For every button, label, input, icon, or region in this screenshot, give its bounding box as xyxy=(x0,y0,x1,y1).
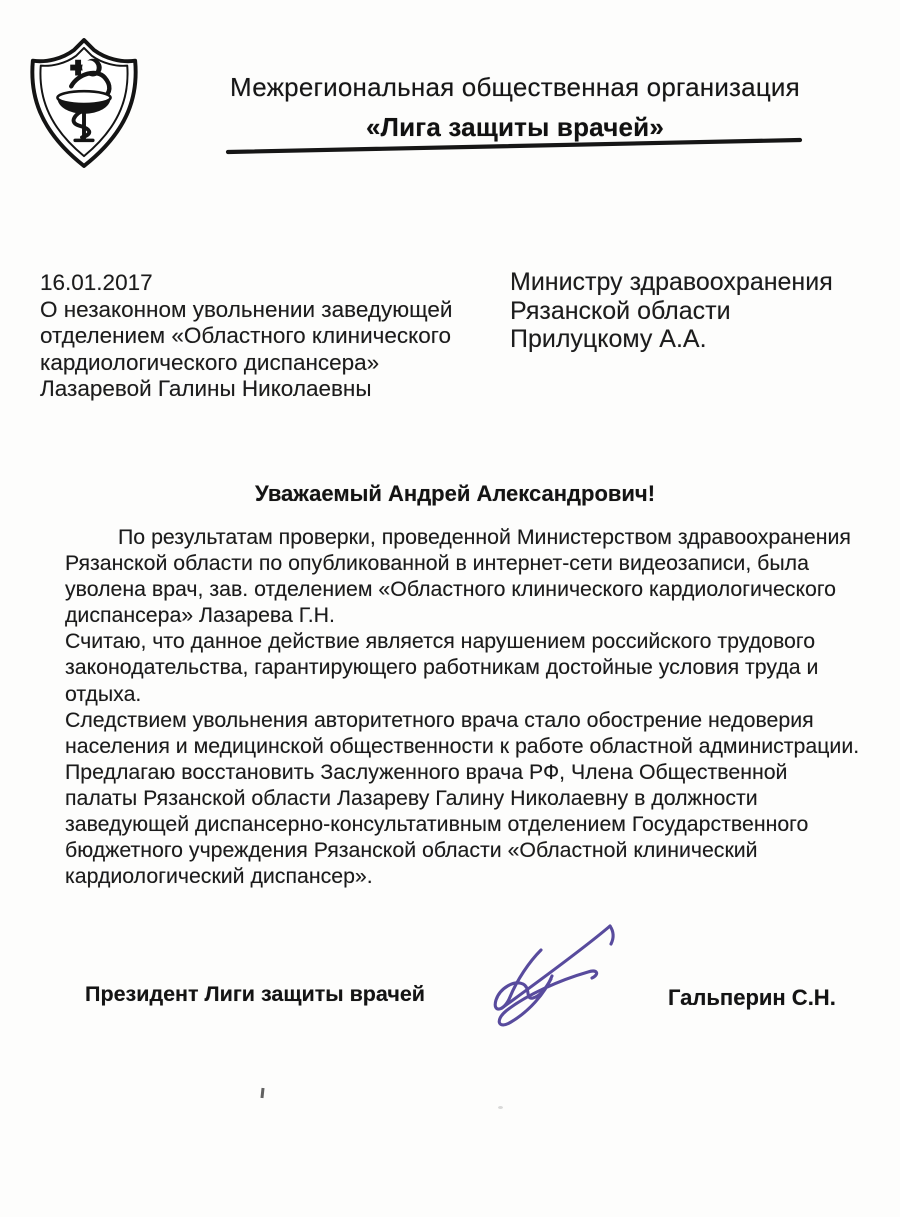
addressee-block xyxy=(510,268,870,354)
addressee-line: Рязанской области xyxy=(510,296,731,325)
body-line: заведующей диспансерно-консультативным отделением Государственного xyxy=(65,812,809,837)
signer-title: Президент Лиги защиты врачей xyxy=(85,982,426,1006)
body-line: отдыха. xyxy=(65,681,142,706)
body-line: населения и медицинской общественности к работе областной администрации. xyxy=(65,733,860,758)
scan-artifact-speck xyxy=(498,1106,503,1109)
subject-line: кардиологического диспансера» xyxy=(40,349,380,375)
addressee-line: Министру здравоохранения xyxy=(510,268,833,296)
body-line: По результатам проверки, проведенной Министерством здравоохранения xyxy=(118,525,851,549)
body-line: бюджетного учреждения Рязанской области «Областной клинический xyxy=(65,838,758,863)
body-line: диспансера» Лазарева Г.Н. xyxy=(65,603,335,628)
reference-block xyxy=(40,270,480,403)
subject-line: отделением «Областного клинического xyxy=(40,323,451,348)
body-line: Считаю, что данное действие является нарушением российского трудового xyxy=(65,629,816,654)
body-line: Рязанской области по опубликованной в интернет-сети видеозаписи, была xyxy=(65,551,809,576)
body-line: уволена врач, зав. отделением «Областного клинического кардиологического xyxy=(65,577,837,602)
scan-artifact-tick xyxy=(260,1088,264,1098)
org-name-line: «Лига защиты врачей» xyxy=(366,112,664,142)
body-line: палаты Рязанской области Лазареву Галину Николаевну в должности xyxy=(65,785,758,810)
org-type-line: Межрегиональная общественная организация xyxy=(230,72,800,102)
letter-body xyxy=(65,524,880,889)
subject-line: О незаконном увольнении заведующей xyxy=(40,296,453,322)
letterhead-divider-rule xyxy=(222,130,807,160)
signer-name: Гальперин С.Н. xyxy=(668,985,836,1010)
salutation: Уважаемый Андрей Александрович! xyxy=(254,481,656,506)
handwritten-signature xyxy=(440,888,660,1070)
body-line: Следствием увольнения авторитетного врача стало обострение недоверия xyxy=(65,707,814,732)
shield-bowl-of-hygieia-icon xyxy=(25,36,143,170)
body-line: законодательства, гарантирующего работникам достойные условия труда и xyxy=(65,655,819,680)
body-line: Предлагаю восстановить Заслуженного врача РФ, Члена Общественной xyxy=(65,759,788,784)
subject-line: Лазаревой Галины Николаевны xyxy=(40,376,372,401)
letter-date: 16.01.2017 xyxy=(40,270,153,295)
body-line: кардиологический диспансер». xyxy=(65,864,373,889)
addressee-line: Прилуцкому А.А. xyxy=(510,325,707,353)
organization-logo xyxy=(25,36,143,170)
